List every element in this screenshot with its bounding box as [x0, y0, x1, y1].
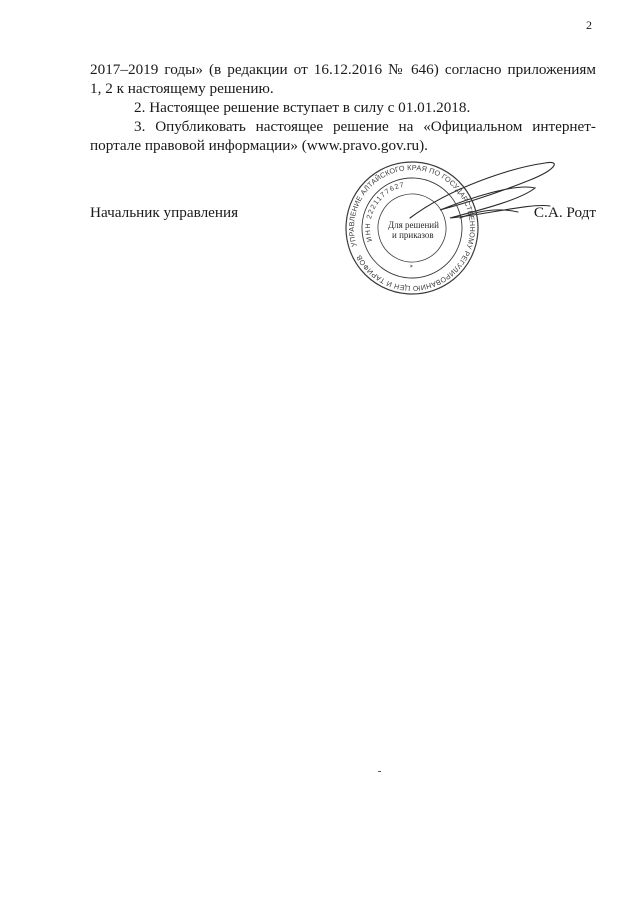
svg-text:*: *: [408, 262, 415, 273]
stamp-outer-text: УПРАВЛЕНИЕ АЛТАЙСКОГО КРАЯ ПО ГОСУДАРСТВЕННОМУ РЕГУЛИРОВАНИЮ ЦЕН И ТАРИФОВ: [346, 162, 478, 294]
stamp-inn-text: ИНН 2221177627: [364, 181, 406, 243]
official-stamp: [340, 148, 570, 298]
paragraph-1-line-1: 2017–2019 годы» (в редакции от 16.12.2016 № 646) согласно приложениям: [90, 61, 596, 78]
stamp-center-line-1: Для решений: [388, 220, 439, 230]
document-body: [90, 60, 596, 155]
stamp-center-line-2: и приказов: [392, 230, 434, 240]
paragraph-1: [90, 60, 596, 98]
footer-mark: [378, 771, 381, 772]
paragraph-1-line-2: 1, 2 к настоящему решению.: [90, 80, 274, 97]
paragraph-3-line-1: 3. Опубликовать настоящее решение на «Официальном интернет-: [134, 118, 596, 135]
page-number: 2: [586, 18, 592, 32]
stamp-signature-graphic: [340, 148, 570, 298]
paragraph-2: 2. Настоящее решение вступает в силу с 01.01.2018.: [134, 99, 471, 116]
paragraph-3-line-2: портале правовой информации» (www.pravo.gov.ru).: [90, 137, 428, 154]
signatory-position: Начальник управления: [90, 204, 239, 221]
signatory-name: С.А. Родт: [533, 204, 596, 221]
